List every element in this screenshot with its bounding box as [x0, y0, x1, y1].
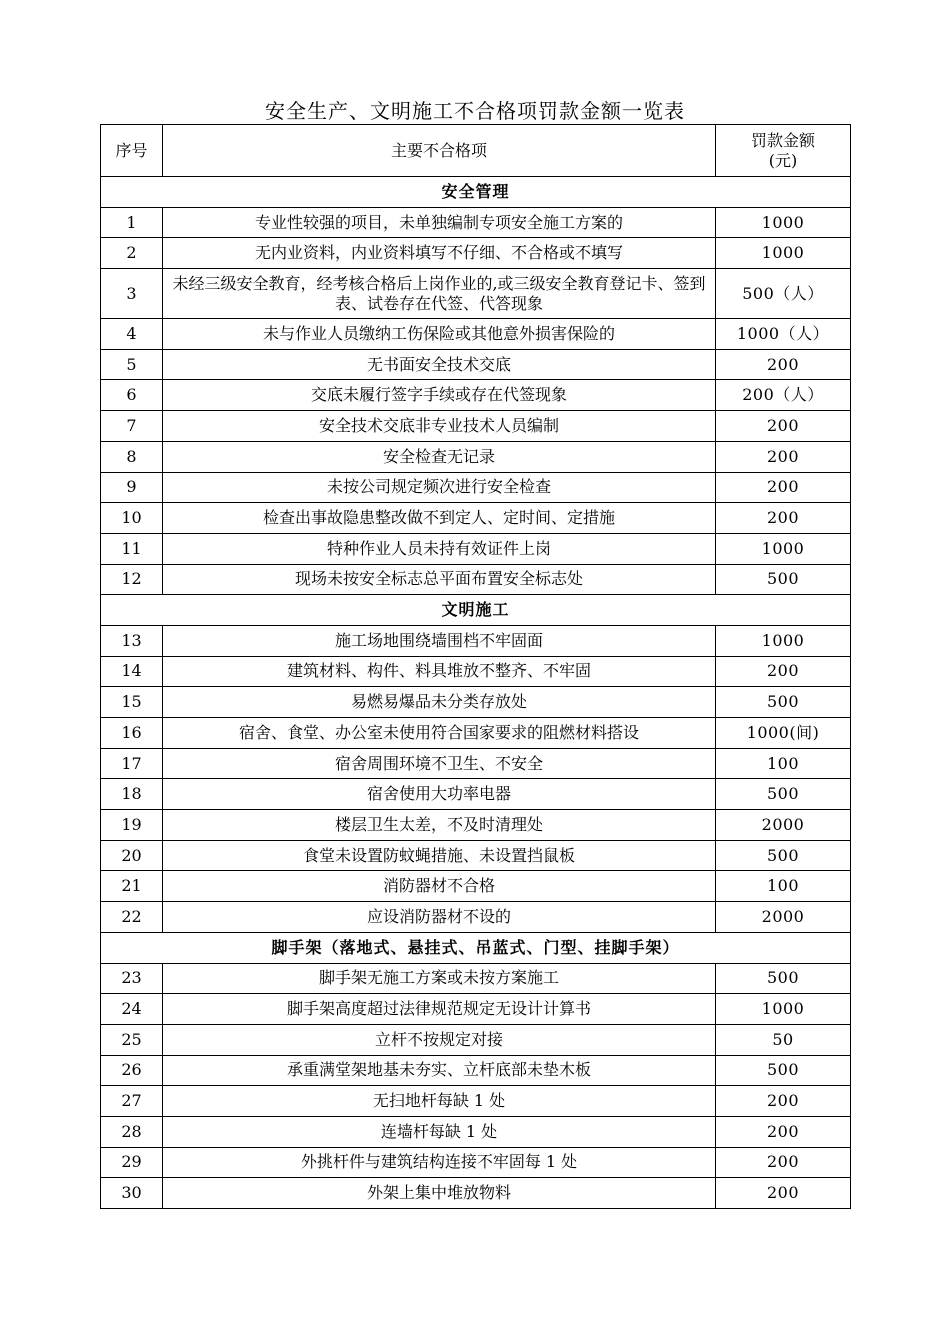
table-row: [101, 994, 851, 1025]
row-item-cell: 承重满堂架地基未夯实、立杆底部未垫木板: [163, 1055, 716, 1086]
row-item-cell: 楼层卫生太差，不及时清理处: [163, 810, 716, 841]
row-number-cell: 24: [101, 994, 163, 1025]
table-row: [101, 380, 851, 411]
row-number-cell: 3: [101, 269, 163, 319]
fine-table: [100, 124, 851, 1209]
row-item-cell: 连墙杆每缺 1 处: [163, 1116, 716, 1147]
row-number-cell: 13: [101, 625, 163, 656]
row-item-cell: 应设消防器材不设的: [163, 902, 716, 933]
row-number-cell: 16: [101, 718, 163, 749]
row-amount-cell: 200: [716, 656, 851, 687]
table-row: [101, 902, 851, 933]
row-item-cell: 食堂未设置防蚊蝇措施、未设置挡鼠板: [163, 840, 716, 871]
row-number-cell: 15: [101, 687, 163, 718]
row-amount-cell: 500: [716, 840, 851, 871]
section-header-row: [101, 932, 851, 963]
table-row: [101, 687, 851, 718]
row-amount-cell: 500（人）: [716, 269, 851, 319]
table-row: [101, 319, 851, 350]
row-amount-cell: 100: [716, 871, 851, 902]
row-amount-cell: 200（人）: [716, 380, 851, 411]
table-row: [101, 411, 851, 442]
table-row: [101, 503, 851, 534]
header-no: 序号: [101, 125, 163, 177]
row-item-cell: 无内业资料，内业资料填写不仔细、不合格或不填写: [163, 238, 716, 269]
row-number-cell: 9: [101, 472, 163, 503]
row-number-cell: 10: [101, 503, 163, 534]
row-item-cell: 无书面安全技术交底: [163, 349, 716, 380]
row-number-cell: 8: [101, 441, 163, 472]
table-row: [101, 1147, 851, 1178]
table-header-row: [101, 125, 851, 177]
row-amount-cell: 2000: [716, 810, 851, 841]
row-number-cell: 17: [101, 748, 163, 779]
row-amount-cell: 200: [716, 1086, 851, 1117]
row-item-cell: 安全技术交底非专业技术人员编制: [163, 411, 716, 442]
row-amount-cell: 2000: [716, 902, 851, 933]
row-amount-cell: 500: [716, 963, 851, 994]
row-amount-cell: 1000: [716, 207, 851, 238]
row-amount-cell: 1000: [716, 533, 851, 564]
row-number-cell: 23: [101, 963, 163, 994]
row-amount-cell: 200: [716, 441, 851, 472]
row-item-cell: 脚手架无施工方案或未按方案施工: [163, 963, 716, 994]
row-item-cell: 外架上集中堆放物料: [163, 1178, 716, 1209]
table-row: [101, 1116, 851, 1147]
row-amount-cell: 50: [716, 1024, 851, 1055]
row-number-cell: 27: [101, 1086, 163, 1117]
table-row: [101, 349, 851, 380]
header-amount: [716, 125, 851, 177]
row-number-cell: 14: [101, 656, 163, 687]
row-number-cell: 4: [101, 319, 163, 350]
row-item-cell: 无扫地杆每缺 1 处: [163, 1086, 716, 1117]
row-item-cell: 建筑材料、构件、料具堆放不整齐、不牢固: [163, 656, 716, 687]
row-item-cell: 消防器材不合格: [163, 871, 716, 902]
row-amount-cell: 1000: [716, 238, 851, 269]
table-row: [101, 269, 851, 319]
row-item-cell: 宿舍周围环境不卫生、不安全: [163, 748, 716, 779]
row-number-cell: 22: [101, 902, 163, 933]
row-item-cell: 宿舍使用大功率电器: [163, 779, 716, 810]
table-body: [101, 177, 851, 1209]
section-title: 文明施工: [101, 595, 851, 626]
row-item-cell: 安全检查无记录: [163, 441, 716, 472]
table-row: [101, 1055, 851, 1086]
row-item-cell: 现场未按安全标志总平面布置安全标志处: [163, 564, 716, 595]
row-amount-cell: 200: [716, 1147, 851, 1178]
row-item-cell: 未按公司规定频次进行安全检查: [163, 472, 716, 503]
row-amount-cell: 500: [716, 564, 851, 595]
row-item-cell: 检查出事故隐患整改做不到定人、定时间、定措施: [163, 503, 716, 534]
row-item-cell: 施工场地围绕墙围档不牢固面: [163, 625, 716, 656]
table-row: [101, 1086, 851, 1117]
row-number-cell: 1: [101, 207, 163, 238]
row-number-cell: 18: [101, 779, 163, 810]
table-row: [101, 238, 851, 269]
row-amount-cell: 500: [716, 779, 851, 810]
row-number-cell: 26: [101, 1055, 163, 1086]
section-header-row: [101, 595, 851, 626]
row-number-cell: 5: [101, 349, 163, 380]
row-number-cell: 19: [101, 810, 163, 841]
header-item: 主要不合格项: [163, 125, 716, 177]
table-row: [101, 564, 851, 595]
table-row: [101, 748, 851, 779]
table-row: [101, 871, 851, 902]
document-title: 安全生产、文明施工不合格项罚款金额一览表: [265, 99, 685, 123]
row-number-cell: 12: [101, 564, 163, 595]
row-amount-cell: 1000(间): [716, 718, 851, 749]
row-amount-cell: 200: [716, 472, 851, 503]
table-row: [101, 472, 851, 503]
row-number-cell: 28: [101, 1116, 163, 1147]
table-row: [101, 779, 851, 810]
row-amount-cell: 200: [716, 1116, 851, 1147]
row-item-cell: 特种作业人员未持有效证件上岗: [163, 533, 716, 564]
row-amount-cell: 1000: [716, 625, 851, 656]
table-row: [101, 533, 851, 564]
row-item-cell: 脚手架高度超过法律规范规定无设计计算书: [163, 994, 716, 1025]
row-item-cell: 专业性较强的项目，未单独编制专项安全施工方案的: [163, 207, 716, 238]
table-row: [101, 840, 851, 871]
row-item-cell: 交底未履行签字手续或存在代签现象: [163, 380, 716, 411]
row-number-cell: 6: [101, 380, 163, 411]
table-row: [101, 625, 851, 656]
header-amount-line1: 罚款金额: [750, 130, 815, 150]
table-row: [101, 656, 851, 687]
row-number-cell: 2: [101, 238, 163, 269]
row-amount-cell: 500: [716, 687, 851, 718]
table-row: [101, 1178, 851, 1209]
row-amount-cell: 200: [716, 503, 851, 534]
table-row: [101, 963, 851, 994]
row-amount-cell: 1000（人）: [716, 319, 851, 350]
row-item-cell: 宿舍、食堂、办公室未使用符合国家要求的阻燃材料搭设: [163, 718, 716, 749]
row-item-cell: 未与作业人员缴纳工伤保险或其他意外损害保险的: [163, 319, 716, 350]
row-number-cell: 21: [101, 871, 163, 902]
row-number-cell: 25: [101, 1024, 163, 1055]
row-number-cell: 11: [101, 533, 163, 564]
table-row: [101, 207, 851, 238]
section-header-row: [101, 177, 851, 208]
row-number-cell: 30: [101, 1178, 163, 1209]
row-item-cell: 外挑杆件与建筑结构连接不牢固每 1 处: [163, 1147, 716, 1178]
row-number-cell: 20: [101, 840, 163, 871]
table-row: [101, 810, 851, 841]
row-item-cell: 未经三级安全教育，经考核合格后上岗作业的,或三级安全教育登记卡、签到表、试卷存在代签、代答现象: [163, 269, 716, 319]
table-row: [101, 1024, 851, 1055]
header-amount-line2: (元): [768, 150, 798, 170]
row-amount-cell: 200: [716, 411, 851, 442]
row-amount-cell: 100: [716, 748, 851, 779]
section-title: 安全管理: [101, 177, 851, 208]
table-row: [101, 441, 851, 472]
row-amount-cell: 1000: [716, 994, 851, 1025]
row-number-cell: 29: [101, 1147, 163, 1178]
row-item-cell: 易燃易爆品未分类存放处: [163, 687, 716, 718]
row-amount-cell: 500: [716, 1055, 851, 1086]
table-row: [101, 718, 851, 749]
row-amount-cell: 200: [716, 1178, 851, 1209]
section-title: 脚手架（落地式、悬挂式、吊蓝式、门型、挂脚手架）: [101, 932, 851, 963]
row-number-cell: 7: [101, 411, 163, 442]
row-amount-cell: 200: [716, 349, 851, 380]
row-item-cell: 立杆不按规定对接: [163, 1024, 716, 1055]
